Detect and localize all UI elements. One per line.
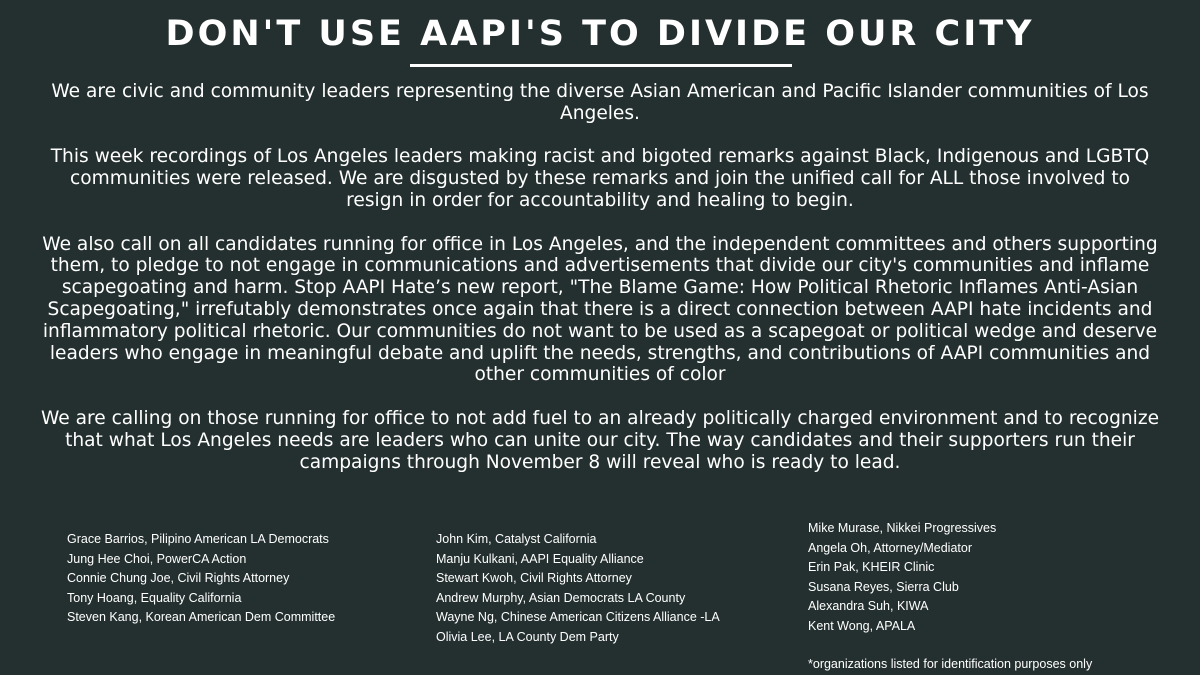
- signer: Jung Hee Choi, PowerCA Action: [67, 551, 247, 566]
- signers-column-1: [67, 530, 335, 628]
- signer: Olivia Lee, LA County Dem Party: [436, 629, 619, 644]
- signer: Grace Barrios, Pilipino American LA Democrats: [67, 532, 329, 546]
- page-title: DON'T USE AAPI'S TO DIVIDE OUR CITY: [165, 14, 1035, 54]
- signer: Erin Pak, KHEIR Clinic: [808, 560, 935, 575]
- signer: Susana Reyes, Sierra Club: [808, 579, 959, 594]
- statement-paragraph-2: This week recordings of Los Angeles leaders making racist and bigoted remarks against Black, Indigenous and LGBTQ communities were released. We are disgusted by these remarks and join the unified call for ALL those involved to resign in order for accountability and healing to begin.: [50, 146, 1150, 211]
- signer: Angela Oh, Attorney/Mediator: [808, 540, 972, 555]
- signer: Mike Murase, Nikkei Progressives: [808, 521, 997, 535]
- statement-paragraph-3: We also call on all candidates running for office in Los Angeles, and the independent committees and others supporting them, to pledge to not engage in communications and advertisements that divide our city's communities and inflame scapegoating and harm. Stop AAPI Hate’s new report, "The Blame Game: How Political Rhetoric Inflames Anti-Asian Scapegoating," irrefutably demonstrates once again that there is a direct connection between AAPI hate incidents and inflammatory political rhetoric. Our communities do not want to be used as a scapegoat or political wedge and deserve leaders who engage in meaningful debate and uplift the needs, strengths, and contributions of AAPI communities and other communities of color: [42, 233, 1158, 386]
- signer: Connie Chung Joe, Civil Rights Attorney: [67, 571, 290, 586]
- signer: John Kim, Catalyst California: [436, 532, 597, 546]
- signer: Stewart Kwoh, Civil Rights Attorney: [436, 571, 632, 586]
- signer: Kent Wong, APALA: [808, 618, 916, 633]
- identification-footnote: *organizations listed for identification purposes only: [808, 657, 1093, 671]
- signer: Tony Hoang, Equality California: [67, 590, 242, 605]
- signer: Steven Kang, Korean American Dem Committee: [67, 610, 336, 625]
- signer: Manju Kulkani, AAPI Equality Alliance: [436, 551, 644, 566]
- signer: Wayne Ng, Chinese American Citizens Alliance -LA: [436, 610, 720, 625]
- statement-paragraph-1: We are civic and community leaders representing the diverse Asian American and Pacific Islander communities of Los Angeles.: [51, 81, 1149, 124]
- signer: Andrew Murphy, Asian Democrats LA County: [436, 590, 686, 605]
- signer: Alexandra Suh, KIWA: [808, 599, 929, 614]
- signers-column-3: [808, 519, 996, 637]
- statement-paragraph-4: We are calling on those running for office to not add fuel to an already politically charged environment and to recognize that what Los Angeles needs are leaders who can unite our city. The way candidates and their supporters run their campaigns through November 8 will reveal who is ready to lead.: [40, 407, 1160, 473]
- signers-column-2: [436, 530, 720, 648]
